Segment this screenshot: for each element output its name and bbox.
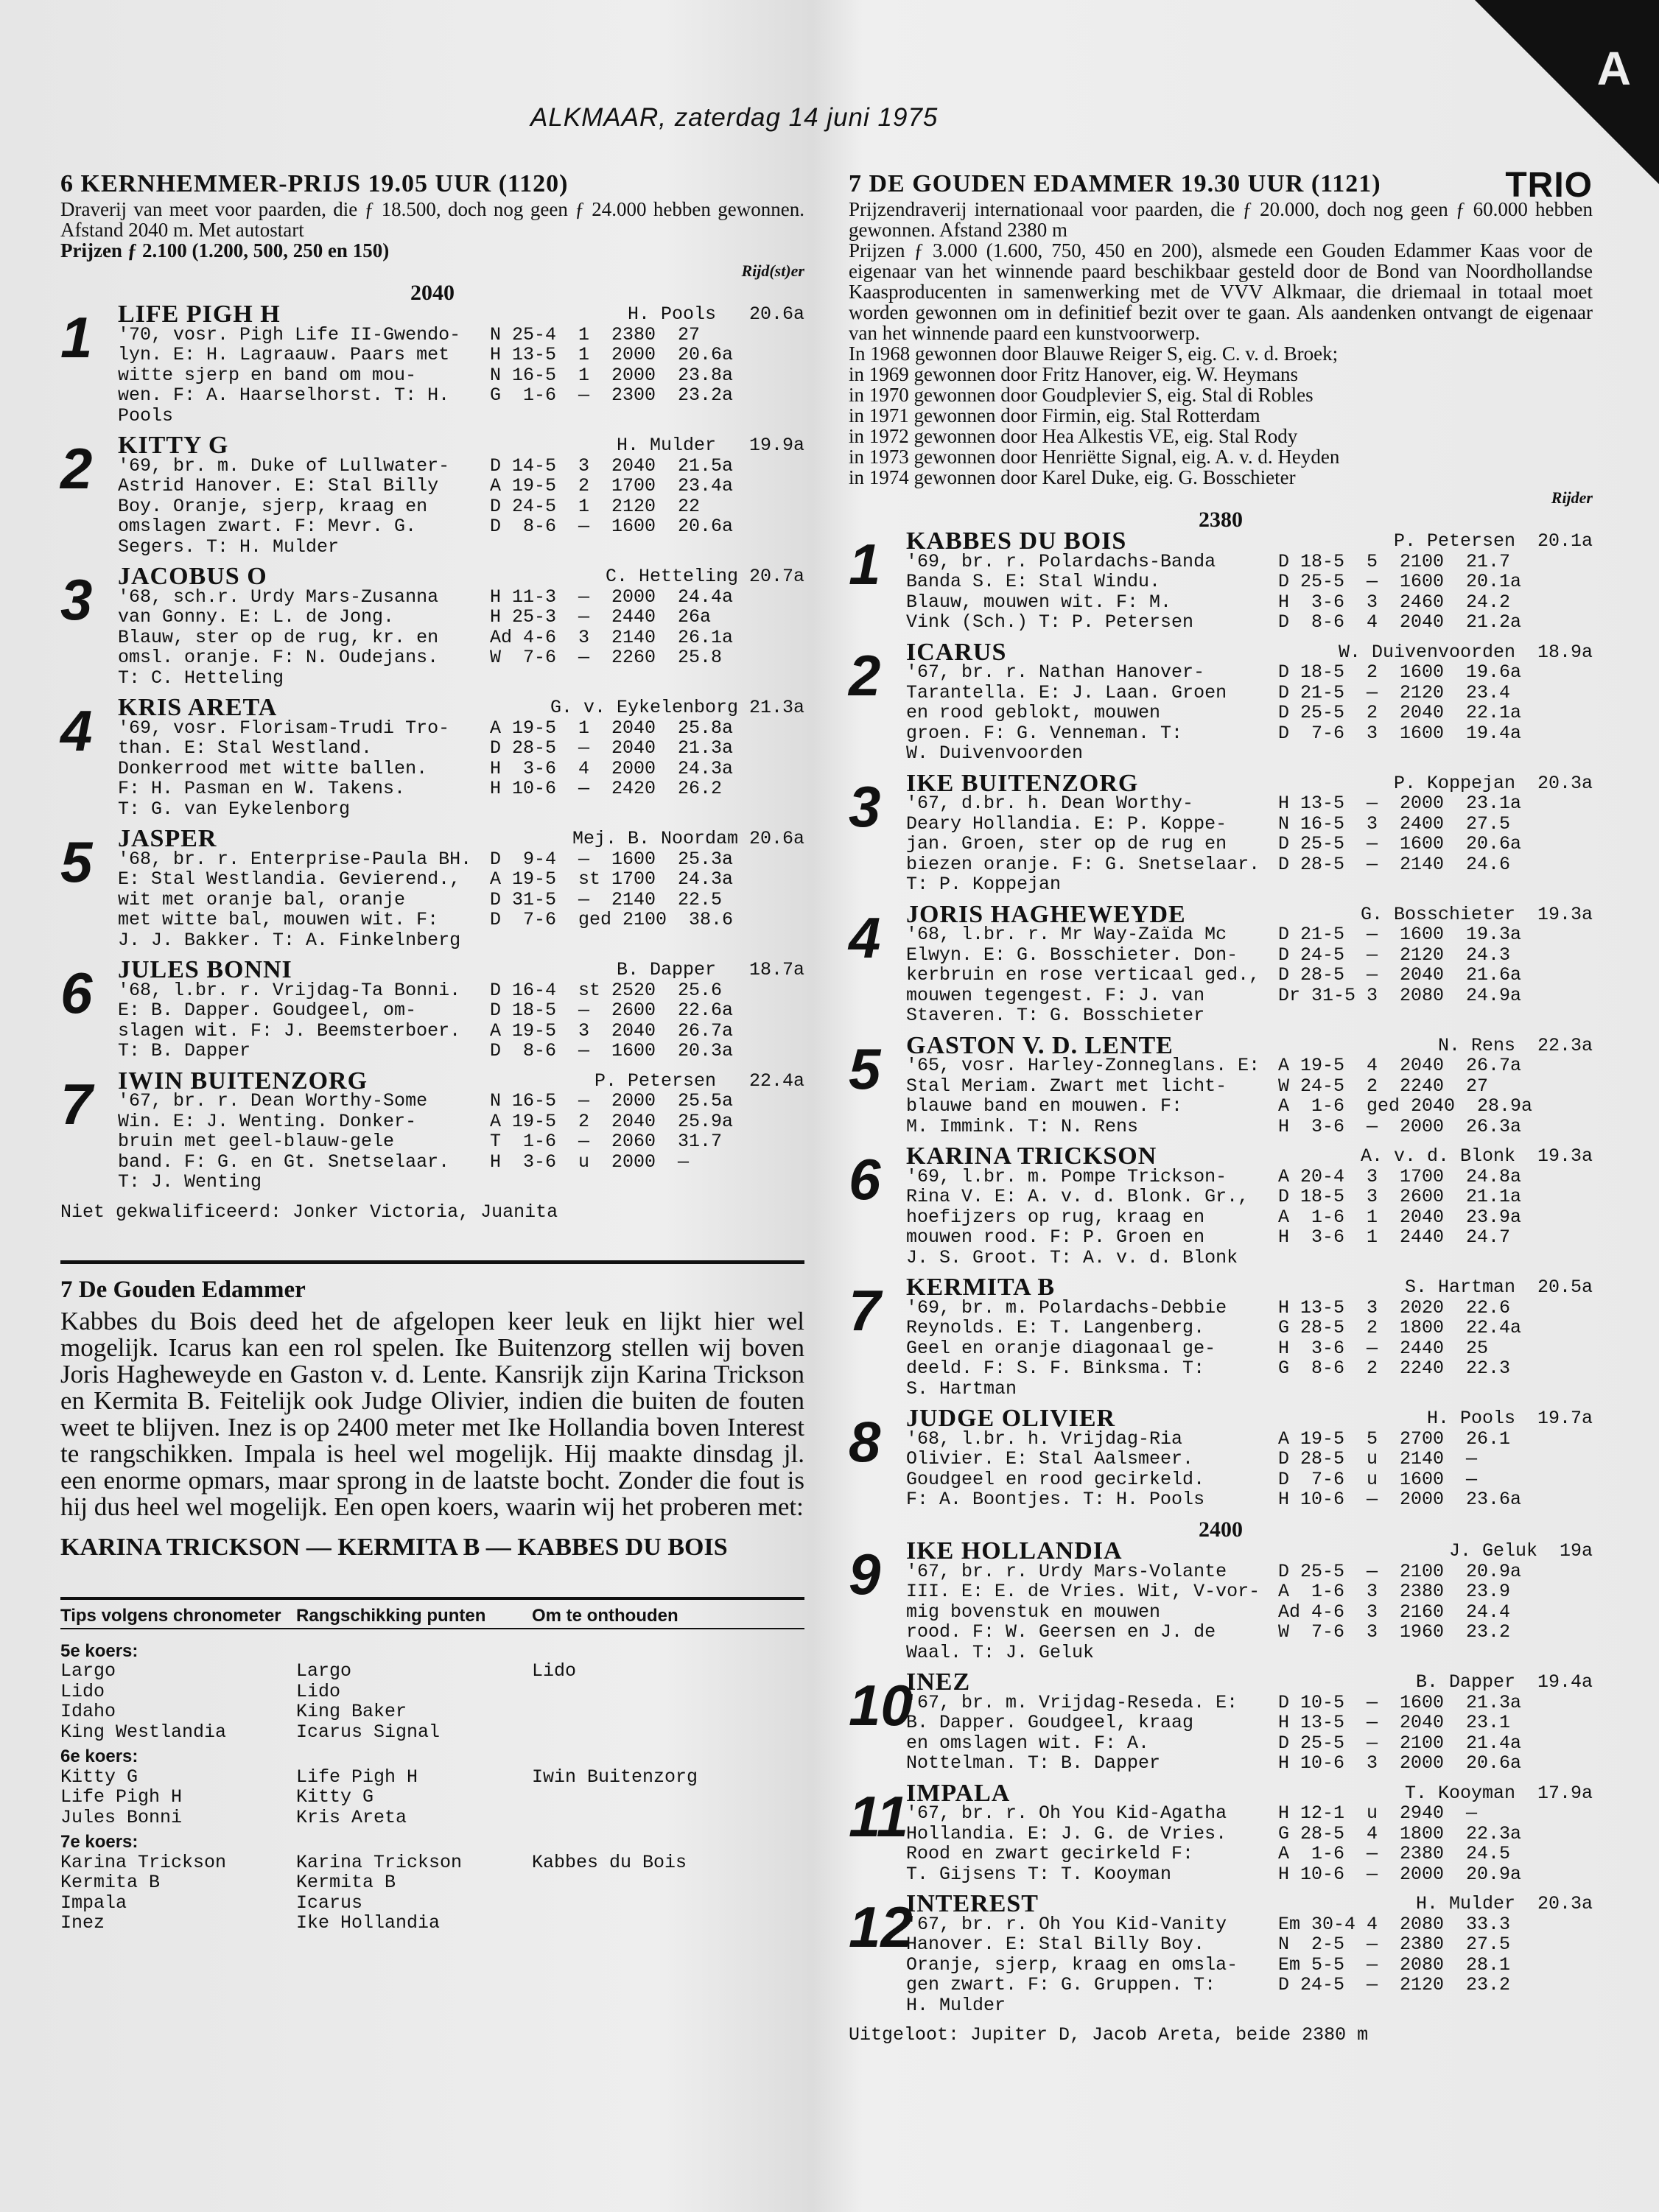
start-number: 2 — [849, 642, 881, 708]
horse-header — [906, 1779, 1593, 1807]
horse-header — [906, 1142, 1593, 1170]
koers-row — [60, 1767, 804, 1828]
horse-body — [906, 1056, 1593, 1137]
horse-header — [906, 1537, 1593, 1565]
horse-name: KRIS ARETA — [118, 694, 278, 721]
race-7-entries-2380 — [849, 527, 1593, 1510]
horse-description: '68, br. r. Enterprise-Paula BH. E: Stal Westlandia. Gevierend., wit met oranje bal, oranje met witte bal, mouwen wit. F: J. J. Bakker. T: A. Finkelnberg — [118, 849, 472, 950]
horse-name: IMPALA — [906, 1779, 1011, 1807]
start-number: 1 — [849, 532, 881, 597]
horse-body — [118, 587, 804, 689]
horse-name: JUDGE OLIVIER — [906, 1405, 1116, 1432]
col-header-onthouden: Om te onthouden — [532, 1605, 678, 1626]
horse-description: '67, d.br. h. Dean Worthy- Deary Hollandia. E: P. Koppe- jan. Groen, ster op de rug en biezen oranje. F: G. Snetselaar. T: P. Koppejan — [906, 793, 1260, 895]
driver-record: G. Bosschieter 19.3a — [1360, 903, 1593, 925]
start-number: 8 — [849, 1409, 881, 1474]
horse-description: '69, vosr. Florisam-Trudi Tro- than. E: Stal Westland. Donkerrood met witte ballen. F: H. Pasman en W. Takens. T: G. van Eykelenborg — [118, 717, 450, 819]
horse-entry — [60, 694, 804, 819]
horse-header — [118, 956, 804, 983]
start-number: 2 — [60, 436, 93, 501]
horse-entry — [849, 527, 1593, 633]
horse-header — [906, 1274, 1593, 1301]
horse-name: JULES BONNI — [118, 956, 292, 983]
horse-body — [906, 662, 1593, 764]
horse-body — [906, 1693, 1593, 1774]
koers-label: 6e koers: — [60, 1746, 138, 1766]
driver-record: H. Pools 19.7a — [1426, 1408, 1593, 1429]
horse-entry — [849, 1031, 1593, 1137]
points-ranking: Karina Trickson Kermita B Icarus Ike Hollandia — [296, 1851, 463, 1934]
driver-record: N. Rens 22.3a — [1437, 1034, 1593, 1056]
driver-record: Mej. B. Noordam 20.6a — [572, 828, 804, 849]
race-7-prizes: Prijzen ƒ 3.000 (1.600, 750, 450 en 200), alsmede een Gouden Edammer Kaas voor de eigenaar van het winnende paard beschikbaar gesteld door de Bond van Noordhollandse Kaasproducenten in samenwerking met de VVV Alkmaar, die driemaal in totaal moet worden gewonnen om in definitief bezit over te gaan. Als aandenken ontvangt de eigenaar van het winnende paard een kunstvoorwerp. — [849, 239, 1593, 344]
horse-entry — [849, 1142, 1593, 1268]
horse-name: JASPER — [118, 825, 217, 852]
horse-header — [118, 1067, 804, 1095]
horse-description: '67, br. r. Nathan Hanover- Tarantella. E: J. Laan. Groen en rood geblokt, mouwen groen. F: G. Venneman. T: W. Duivenvoorden — [906, 662, 1227, 764]
horse-body — [906, 1298, 1593, 1400]
drawn-out-note: Uitgeloot: Jupiter D, Jacob Areta, beide 2380 m — [849, 2024, 1369, 2046]
horse-performances: A 20-4 3 1700 24.8a D 18-5 3 2600 21.1a A 1-6 1 2040 23.9a H 3-6 1 2440 24.7 — [1278, 1166, 1522, 1248]
horse-entry — [849, 1274, 1593, 1399]
horse-entry — [60, 563, 804, 688]
remember-tip: Iwin Buitenzorg — [532, 1766, 698, 1788]
start-number: 6 — [849, 1147, 881, 1212]
horse-header — [118, 563, 804, 590]
koers-row — [60, 1853, 804, 1934]
race-7-rider-label: Rijder — [1551, 488, 1593, 507]
horse-entry — [60, 825, 804, 950]
divider — [60, 1597, 804, 1600]
horse-header — [906, 900, 1593, 928]
horse-name: INEZ — [906, 1668, 971, 1696]
horse-body — [118, 980, 804, 1061]
race-7-conditions: Prijzendraverij internationaal voor paarden, die ƒ 20.000, doch nog geen ƒ 60.000 hebben gewonnen. Afstand 2380 m — [849, 198, 1593, 241]
tips-table-body — [60, 1641, 804, 1934]
horse-performances: D 14-5 3 2040 21.5a A 19-5 2 1700 23.4a D 24-5 1 2120 22 D 8-6 — 1600 20.6a — [490, 455, 734, 537]
horse-header — [906, 638, 1593, 666]
horse-description: '70, vosr. Pigh Life II-Gwendo- lyn. E: H. Lagraauw. Paars met witte sjerp en band om mou- wen. F: A. Haarselhorst. T: H. Pools — [118, 324, 461, 426]
horse-entry — [849, 1668, 1593, 1774]
start-number: 11 — [849, 1783, 908, 1849]
horse-name: JORIS HAGHEWEYDE — [906, 900, 1186, 928]
start-number: 3 — [60, 567, 93, 632]
horse-description: '65, vosr. Harley-Zonneglans. E: Stal Meriam. Zwart met licht- blauwe band en mouwen. F: M. Immink. T: N. Rens — [906, 1056, 1260, 1137]
horse-description: '68, l.br. r. Vrijdag-Ta Bonni. E: B. Dapper. Goudgeel, om- slagen wit. F: J. Beemsterboer. T: B. Dapper — [118, 980, 461, 1061]
horse-performances: H 11-3 — 2000 24.4a H 25-3 — 2440 26a Ad 4-6 3 2140 26.1a W 7-6 — 2260 25.8 — [490, 586, 734, 668]
race-7-title-text: 7 DE GOUDEN EDAMMER 19.30 UUR (1121) — [849, 170, 1381, 197]
horse-body — [118, 1091, 804, 1193]
horse-header — [906, 1031, 1593, 1059]
horse-body — [118, 718, 804, 820]
start-number: 7 — [849, 1278, 881, 1343]
horse-performances: D 25-5 — 2100 20.9a A 1-6 3 2380 23.9 Ad 4-6 3 2160 24.4 W 7-6 3 1960 23.2 — [1278, 1561, 1522, 1643]
horse-header — [118, 432, 804, 459]
horse-body — [906, 1803, 1593, 1884]
chronometer-tips: Kitty G Life Pigh H Jules Bonni — [60, 1766, 183, 1828]
col-header-punten: Rangschikking punten — [296, 1605, 486, 1626]
horse-body — [906, 793, 1593, 895]
horse-description: '67, br. r. Urdy Mars-Volante III. E: E. de Vries. Wit, V-vor- mig bovenstuk en mouwen rood. F: W. Geersen en J. de Waal. T: J. Geluk — [906, 1561, 1260, 1662]
horse-header — [906, 1405, 1593, 1432]
horse-entry — [60, 1067, 804, 1193]
horse-body — [906, 924, 1593, 1026]
horse-description: '67, br. r. Dean Worthy-Some Win. E: J. Wenting. Donker- bruin met geel-blauw-gele band. F: G. en Gt. Snetselaar. T: J. Wenting — [118, 1091, 450, 1193]
horse-header — [906, 769, 1593, 797]
driver-record: H. Mulder 20.3a — [1415, 1893, 1593, 1914]
horse-name: IWIN BUITENZORG — [118, 1067, 368, 1095]
horse-name: IKE HOLLANDIA — [906, 1537, 1123, 1565]
horse-header — [118, 694, 804, 721]
driver-record: W. Duivenvoorden 18.9a — [1338, 641, 1593, 663]
remember-tip: Kabbes du Bois — [532, 1851, 687, 1873]
start-number: 5 — [60, 829, 93, 894]
not-qualified-note: Niet gekwalificeerd: Jonker Victoria, Juanita — [60, 1201, 558, 1223]
race-6-prizes: Prijzen ƒ 2.100 (1.200, 500, 250 en 150) — [60, 239, 390, 261]
chronometer-tips: Largo Lido Idaho King Westlandia — [60, 1660, 227, 1743]
left-column — [60, 169, 804, 1934]
race-7-distance-2400: 2400 — [1199, 1517, 1243, 1542]
driver-record: G. v. Eykelenborg 21.3a — [550, 697, 804, 718]
horse-body — [906, 552, 1593, 633]
horse-performances: Em 30-4 4 2080 33.3 N 2-5 — 2380 27.5 Em 5-5 — 2080 28.1 D 24-5 — 2120 23.2 — [1278, 1914, 1511, 1995]
start-number: 3 — [849, 773, 881, 839]
koers-label: 7e koers: — [60, 1832, 138, 1852]
horse-description: '68, l.br. r. Mr Way-Zaïda Mc Elwyn. E: G. Bosschieter. Don- kerbruin en rose verticaal ged., mouwen tegengest. F: J. van Staveren. T: G. Bosschieter — [906, 924, 1260, 1026]
horse-description: '68, sch.r. Urdy Mars-Zusanna van Gonny. E: L. de Jong. Blauw, ster op de rug, kr. en omsl. oranje. F: N. Oudejans. T: C. Hetteling — [118, 586, 439, 688]
tip-title: 7 De Gouden Edammer — [60, 1277, 306, 1303]
horse-performances: D 16-4 st 2520 25.6 D 18-5 — 2600 22.6a A 19-5 3 2040 26.7a D 8-6 — 1600 20.3a — [490, 980, 734, 1061]
horse-description: '69, l.br. m. Pompe Trickson- Rina V. E: A. v. d. Blonk. Gr., hoefijzers op rug, kraag en mouwen rood. F: P. Groen en J. S. Groot. T: A. v. d. Blonk — [906, 1166, 1249, 1268]
horse-body — [118, 325, 804, 426]
horse-performances: N 25-4 1 2380 27 H 13-5 1 2000 20.6a N 16-5 1 2000 23.8a G 1-6 — 2300 23.2a — [490, 324, 734, 406]
horse-entry — [60, 956, 804, 1061]
horse-name: LIFE PIGH H — [118, 301, 281, 328]
horse-performances: A 19-5 1 2040 25.8a D 28-5 — 2040 21.3a H 3-6 4 2000 24.3a H 10-6 — 2420 26.2 — [490, 717, 734, 799]
start-number: 9 — [849, 1542, 881, 1607]
tips-table-header — [60, 1607, 804, 1629]
start-number: 1 — [60, 305, 93, 370]
horse-description: '69, br. m. Duke of Lullwater- Astrid Hanover. E: Stal Billy Boy. Oranje, sjerp, kraag en omslagen zwart. F: Mevr. G. Segers. T: H. Mulder — [118, 455, 450, 557]
race-7-title — [849, 166, 1593, 205]
remember-tip: Lido — [532, 1660, 577, 1682]
race-6-conditions: Draverij van meet voor paarden, die ƒ 18.500, doch nog geen ƒ 24.000 hebben gewonnen. Afstand 2040 m. Met autostart — [60, 198, 804, 241]
horse-name: IKE BUITENZORG — [906, 769, 1139, 797]
race-6-title: 6 KERNHEMMER-PRIJS 19.05 UUR (1120) — [60, 170, 569, 197]
driver-record: P. Petersen 22.4a — [594, 1070, 804, 1092]
horse-performances: D 9-4 — 1600 25.3a A 19-5 st 1700 24.3a D 31-5 — 2140 22.5 D 7-6 ged 2100 38.6 — [490, 849, 734, 930]
divider — [60, 1260, 804, 1264]
horse-performances: N 16-5 — 2000 25.5a A 19-5 2 2040 25.9a T 1-6 — 2060 31.7 H 3-6 u 2000 — — [490, 1091, 734, 1173]
corner-tab — [1475, 0, 1659, 184]
horse-name: INTEREST — [906, 1890, 1039, 1917]
driver-record: C. Hetteling 20.7a — [605, 566, 804, 587]
race-6-distance: 2040 — [410, 280, 455, 305]
horse-body — [906, 1429, 1593, 1510]
driver-record: H. Mulder 19.9a — [616, 435, 804, 456]
driver-record: B. Dapper 19.4a — [1415, 1671, 1593, 1693]
horse-description: '69, br. m. Polardachs-Debbie Reynolds. E: T. Langenberg. Geel en oranje diagonaal ge- deeld. F: S. F. Binksma. T: S. Hartman — [906, 1297, 1227, 1399]
horse-entry — [849, 1405, 1593, 1510]
start-number: 4 — [849, 905, 881, 970]
race-7-history: In 1968 gewonnen door Blauwe Reiger S, eig. C. v. d. Broek; in 1969 gewonnen door Fritz Hanover, eig. W. Heymans in 1970 gewonnen door Goudplevier S, eig. Stal di Robles in 1971 gewonnen door Firmin, eig. Stal Rotterdam in 1972 gewonnen door Hea Alkestis VE, eig. Stal Rody in 1973 gewonnen door Henriëtte Signal, eig. A. v. d. Heyden in 1974 gewonnen door Karel Duke, eig. G. Bosschieter — [849, 343, 1340, 488]
horse-entry — [60, 432, 804, 557]
race-6-entries — [60, 301, 804, 1193]
horse-header — [906, 1668, 1593, 1696]
race-7-entries-2400 — [849, 1537, 1593, 2015]
horse-body — [118, 456, 804, 558]
horse-body — [118, 849, 804, 951]
race-6-rider-label: Rijd(st)er — [741, 261, 804, 280]
right-column — [849, 166, 1593, 2046]
start-number: 12 — [849, 1895, 913, 1959]
horse-performances: D 18-5 5 2100 21.7 D 25-5 — 1600 20.1a H 3-6 3 2460 24.2 D 8-6 4 2040 21.2a — [1278, 551, 1522, 633]
horse-entry — [849, 1779, 1593, 1885]
horse-description: '67, br. m. Vrijdag-Reseda. E: B. Dapper. Goudgeel, kraag en omslagen wit. F: A. Nottelman. T: B. Dapper — [906, 1692, 1238, 1774]
tip-pick: KARINA TRICKSON — KERMITA B — KABBES DU BOIS — [60, 1533, 728, 1561]
race-7-distance: 2380 — [1199, 507, 1243, 532]
driver-record: P. Petersen 20.1a — [1393, 530, 1593, 552]
driver-record: A. v. d. Blonk 19.3a — [1360, 1145, 1593, 1167]
driver-record: T. Kooyman 17.9a — [1404, 1782, 1593, 1804]
horse-entry — [849, 1890, 1593, 2015]
koers-row — [60, 1661, 804, 1742]
horse-performances: H 13-5 3 2020 22.6 G 28-5 2 1800 22.4a H 3-6 — 2440 25 G 8-6 2 2240 22.3 — [1278, 1297, 1522, 1379]
start-number: 4 — [60, 698, 93, 763]
start-number: 7 — [60, 1071, 93, 1137]
start-number: 10 — [849, 1673, 913, 1738]
trio-label: TRIO — [1505, 166, 1593, 205]
horse-performances: A 19-5 4 2040 26.7a W 24-5 2 2240 27 A 1-6 ged 2040 28.9a H 3-6 — 2000 26.3a — [1278, 1056, 1533, 1137]
driver-record: B. Dapper 18.7a — [616, 959, 804, 980]
start-number: 6 — [60, 961, 93, 1025]
horse-entry — [60, 301, 804, 426]
horse-entry — [849, 638, 1593, 764]
horse-description: '67, br. r. Oh You Kid-Agatha Hollandia. E: J. G. de Vries. Rood en zwart gecirkeld F: T. Gijsens T: T. Kooyman — [906, 1803, 1227, 1884]
horse-performances: H 12-1 u 2940 — G 28-5 4 1800 22.3a A 1-6 — 2380 24.5 H 10-6 — 2000 20.9a — [1278, 1803, 1522, 1884]
driver-record: H. Pools 20.6a — [627, 303, 804, 325]
horse-header — [118, 825, 804, 852]
points-ranking: Life Pigh H Kitty G Kris Areta — [296, 1766, 418, 1828]
horse-body — [906, 1914, 1593, 2016]
horse-description: '69, br. r. Polardachs-Banda Banda S. E: Stal Windu. Blauw, mouwen wit. F: M. Vink (Sch.) T: P. Petersen — [906, 551, 1216, 633]
horse-name: GASTON V. D. LENTE — [906, 1031, 1174, 1059]
horse-entry — [849, 769, 1593, 895]
horse-body — [906, 1167, 1593, 1268]
driver-record: J. Geluk 19a — [1448, 1540, 1593, 1562]
horse-name: JACOBUS O — [118, 563, 267, 590]
col-header-chronometer: Tips volgens chronometer — [60, 1605, 281, 1626]
corner-letter: A — [1596, 42, 1631, 95]
horse-entry — [849, 1537, 1593, 1662]
horse-body — [906, 1562, 1593, 1663]
horse-description: '67, br. r. Oh You Kid-Vanity Hanover. E: Stal Billy Boy. Oranje, sjerp, kraag en omsla- gen zwart. F: G. Gruppen. T: H. Mulder — [906, 1914, 1238, 2015]
horse-description: '68, l.br. h. Vrijdag-Ria Olivier. E: Stal Aalsmeer. Goudgeel en rood gecirkeld. F: A. Boontjes. T: H. Pools — [906, 1428, 1205, 1510]
horse-name: KARINA TRICKSON — [906, 1142, 1157, 1170]
horse-performances: D 18-5 2 1600 19.6a D 21-5 — 2120 23.4 D 25-5 2 2040 22.1a D 7-6 3 1600 19.4a — [1278, 662, 1522, 744]
horse-header — [906, 527, 1593, 555]
horse-performances: D 21-5 — 1600 19.3a D 24-5 — 2120 24.3 D 28-5 — 2040 21.6a Dr 31-5 3 2080 24.9a — [1278, 924, 1522, 1006]
horse-performances: D 10-5 — 1600 21.3a H 13-5 — 2040 23.1 D 25-5 — 2100 21.4a H 10-6 3 2000 20.6a — [1278, 1692, 1522, 1774]
tip-text: Kabbes du Bois deed het de afgelopen keer leuk en lijkt hier wel mogelijk. Icarus kan een rol spelen. Ike Buitenzorg stellen wij boven Joris Hagheweyde en Gaston v. d. Lente. Kansrijk zijn Karina Trickson en Kermita B. Feitelijk ook Judge Olivier, indien die buiten de fouten weet te blijven. Inez is op 2400 meter met Ike Hollandia boven Interest te rangschikken. Impala is heel wel mogelijk. Hij maakte dinsdag jl. een enorme opmars, maar sprong in de laatste bocht. Zonder die fout is hij dus heel wel mogelijk. Een open koers, waarin wij het proberen met: — [60, 1306, 804, 1521]
chronometer-tips: Karina Trickson Kermita B Impala Inez — [60, 1851, 227, 1934]
koers-label: 5e koers: — [60, 1640, 138, 1661]
horse-header — [118, 301, 804, 328]
horse-name: KERMITA B — [906, 1274, 1056, 1301]
points-ranking: Largo Lido King Baker Icarus Signal — [296, 1660, 441, 1743]
horse-name: ICARUS — [906, 638, 1007, 666]
driver-record: P. Koppejan 20.3a — [1393, 772, 1593, 794]
horse-header — [906, 1890, 1593, 1917]
horse-performances: H 13-5 — 2000 23.1a N 16-5 3 2400 27.5 D 25-5 — 1600 20.6a D 28-5 — 2140 24.6 — [1278, 793, 1522, 875]
horse-performances: A 19-5 5 2700 26.1 D 28-5 u 2140 — D 7-6 u 1600 — H 10-6 — 2000 23.6a — [1278, 1428, 1522, 1510]
start-number: 5 — [849, 1036, 881, 1101]
horse-name: KABBES DU BOIS — [906, 527, 1127, 555]
horse-entry — [849, 900, 1593, 1026]
horse-name: KITTY G — [118, 432, 229, 459]
dateline: ALKMAAR, zaterdag 14 juni 1975 — [530, 103, 939, 132]
driver-record: S. Hartman 20.5a — [1404, 1277, 1593, 1298]
